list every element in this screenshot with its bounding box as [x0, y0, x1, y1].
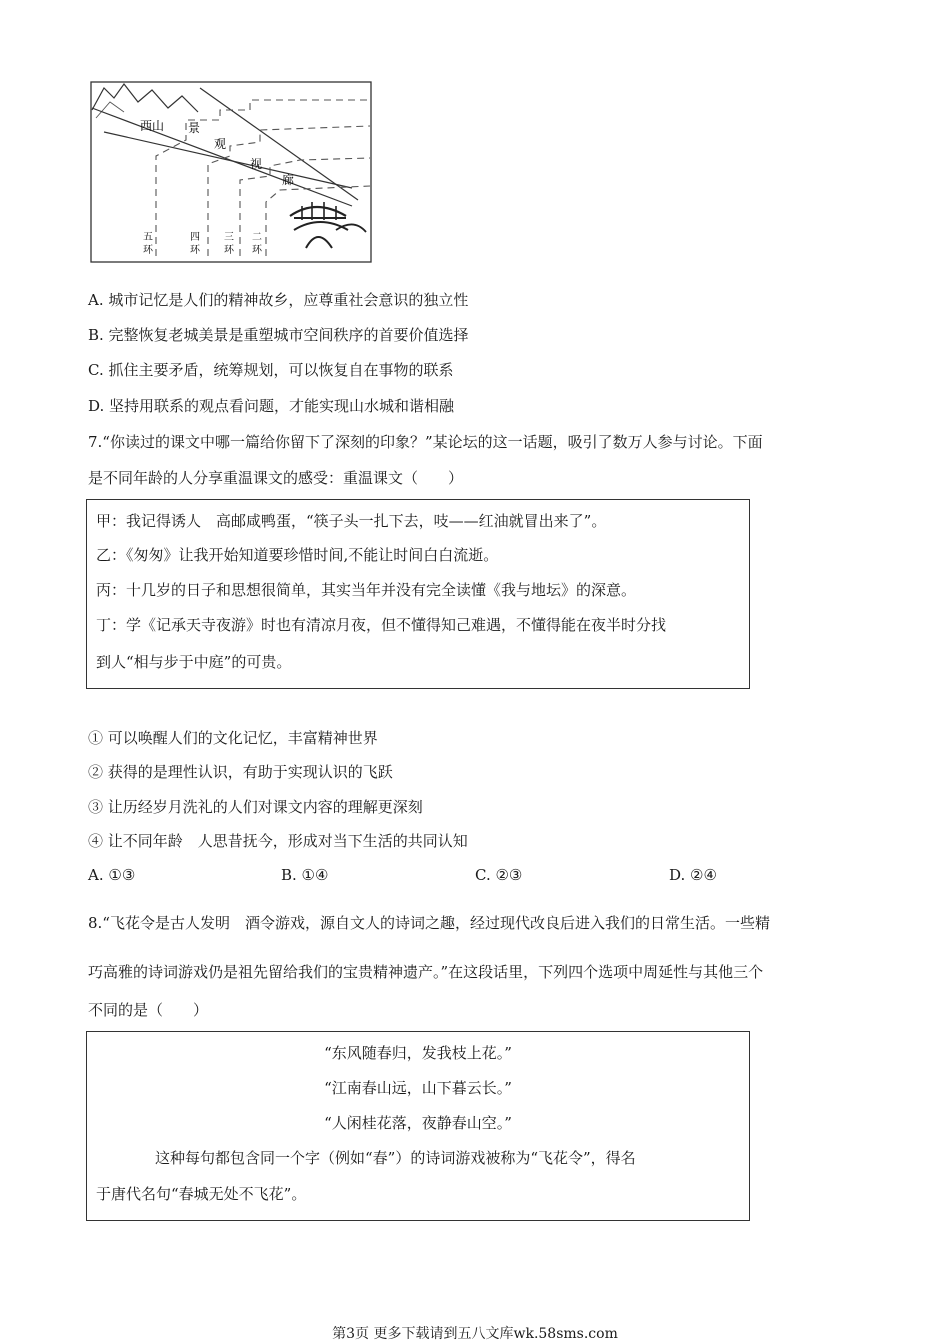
ring-label-5-top: 五: [143, 232, 153, 243]
corridor-char-4: 廊: [282, 173, 295, 187]
q8-stem-line-3: 不同的是（ ）: [88, 1001, 209, 1019]
q7-statement-3: ③ 让历经岁月洗礼的人们对课文内容的理解更深刻: [88, 798, 423, 816]
ring-road-2: [266, 186, 370, 256]
q7-box-line-bing: 丙：十几岁的日子和思想很简单，其实当年并没有完全读懂《我与地坛》的深意。: [96, 581, 637, 599]
ring-label-4-top: 四: [190, 232, 200, 243]
q6-option-d: D. 坚持用联系的观点看问题，才能实现山水城和谐相融: [88, 397, 455, 415]
ring-label-4-bottom: 环: [190, 245, 200, 256]
q7-box-line-ding: 丁：学《记承天寺夜游》时也有清凉月夜，但不懂得知己难遇，不懂得能在夜半时分找: [96, 616, 667, 634]
q8-stem-line-2: 巧高雅的诗词游戏仍是祖先留给我们的宝贵精神遗产。”在这段话里，下列四个选项中周延性与其他三个: [88, 963, 764, 981]
q7-stem-line-2: 是不同年龄的人分享重温课文的感受：重温课文（ ）: [88, 469, 464, 487]
q8-poem-3: “人闲桂花落，夜静春山空。”: [324, 1114, 512, 1132]
q8-poem-1: “东风随春归，发我枝上花。”: [324, 1044, 512, 1062]
corridor-line-upper: [92, 108, 352, 206]
q8-explain-line-2: 于唐代名句“春城无处不飞花”。: [96, 1185, 307, 1203]
q7-stem-line-1: 7.“你读过的课文中哪一篇给你留下了深刻的印象？”某论坛的这一话题，吸引了数万人参与讨论。下面: [88, 433, 763, 451]
ring-label-5-bottom: 环: [143, 245, 153, 256]
q7-choice-c: C. ②③: [475, 866, 523, 884]
q7-statement-2: ② 获得的是理性认识，有助于实现认识的飞跃: [88, 763, 393, 781]
label-xishan: 西山: [140, 119, 165, 133]
q7-quote-box: [86, 499, 750, 689]
ring-label-3-bottom: 环: [224, 245, 234, 256]
q7-choice-b: B. ①④: [281, 866, 329, 884]
q7-statement-1: ① 可以唤醒人们的文化记忆，丰富精神世界: [88, 729, 378, 747]
corridor-char-1: 景: [188, 121, 201, 135]
q6-option-c: C. 抓住主要矛盾，统筹规划，可以恢复自在事物的联系: [88, 361, 454, 379]
q8-explain-line-1: 这种每句都包含同一个字（例如“春”）的诗词游戏被称为“飞花令”，得名: [155, 1149, 636, 1167]
q8-stem-line-1: 8.“飞花令是古人发明 酒令游戏，源自文人的诗词之趣，经过现代改良后进入我们的日常生活。一些精: [88, 914, 770, 932]
bridge-icon: [290, 202, 366, 248]
q6-option-a: A. 城市记忆是人们的精神故乡，应尊重社会意识的独立性: [88, 291, 469, 309]
q8-poem-2: “江南春山远，山下暮云长。”: [324, 1079, 512, 1097]
mountain-outline: [92, 84, 198, 112]
ring-label-2-top: 二: [252, 232, 262, 243]
q7-box-line-jia: 甲：我记得诱人 高邮咸鸭蛋，“筷子头一扎下去，吱——红油就冒出来了”。: [96, 512, 607, 530]
ring-label-2-bottom: 环: [252, 245, 262, 256]
q7-choice-a: A. ①③: [88, 866, 136, 884]
q8-quote-box: [86, 1031, 750, 1221]
q7-box-line-ding-cont: 到人“相与步于中庭”的可贵。: [96, 653, 292, 671]
mountain-ridge: [96, 102, 124, 118]
q7-box-line-yi: 乙：《匆匆》让我开始知道要珍惜时间,不能让时间白白流逝。: [96, 546, 499, 564]
page-footer: 第3页 更多下载请到五八文库wk.58sms.com: [332, 1326, 618, 1342]
q6-option-b: B. 完整恢复老城美景是重塑城市空间秩序的首要价值选择: [88, 326, 469, 344]
landscape-corridor-diagram: [90, 80, 374, 266]
ring-label-3-top: 三: [224, 232, 234, 243]
q7-choice-d: D. ②④: [669, 866, 717, 884]
q7-statement-4: ④ 让不同年龄 人思昔抚今，形成对当下生活的共同认知: [88, 832, 468, 850]
corridor-char-2: 观: [214, 137, 227, 151]
corridor-char-3: 视: [250, 157, 263, 171]
